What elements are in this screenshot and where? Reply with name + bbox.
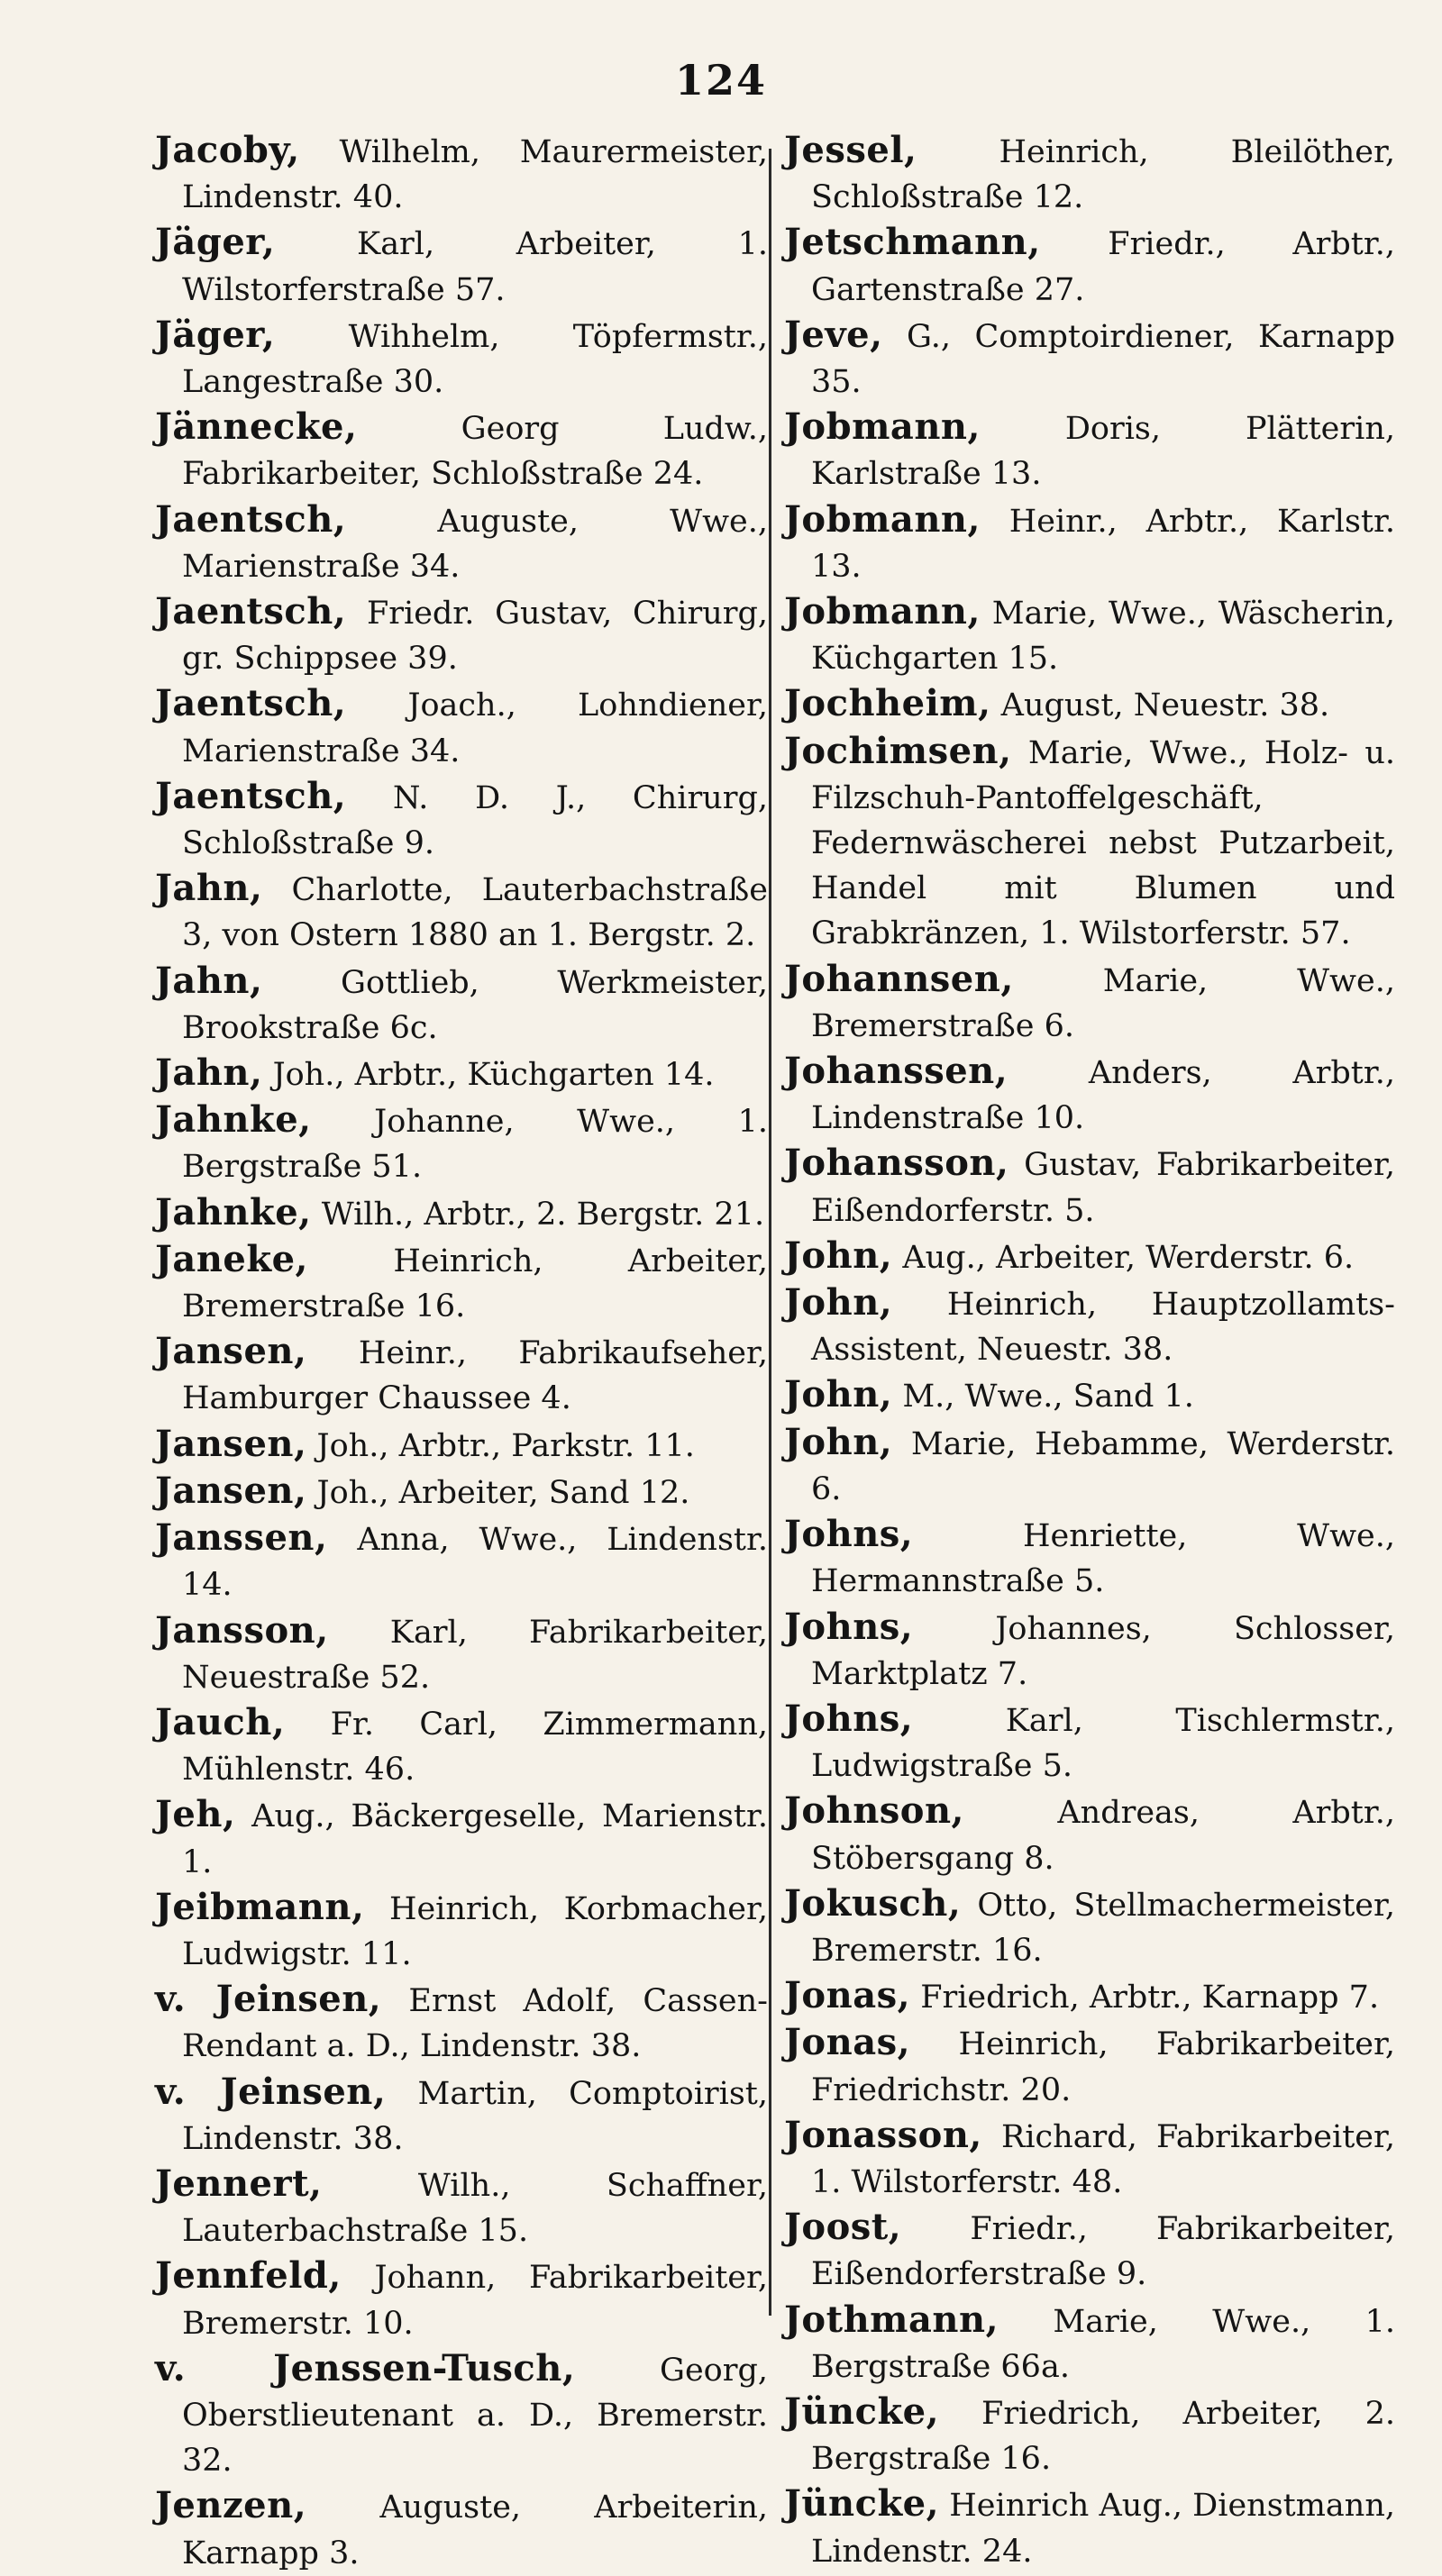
- entry-details: Andreas, Arbtr., Stöbersgang 8.: [811, 1795, 1395, 1877]
- page-number: 124: [674, 56, 768, 105]
- entry-details: Heinrich, Hauptzollamts-Assistent, Neuestr. 38.: [811, 1287, 1395, 1369]
- entry-surname: Johannsen,: [784, 957, 1014, 1000]
- entry-details: Friedr., Fabrikarbeiter, Eißendorferstraße 9.: [811, 2211, 1395, 2293]
- entry-details: Heinrich, Korbmacher, Ludwigstr. 11.: [182, 1890, 768, 1972]
- entry-surname: Johanssen,: [784, 1050, 1008, 1093]
- entry-details: Marie, Wwe., Wäscherin, Küchgarten 15.: [811, 596, 1395, 678]
- directory-entry: [155, 774, 768, 866]
- entry-surname: v. Jeinsen,: [155, 1978, 382, 2021]
- entry-details: Friedr. Gustav, Chirurg, gr. Schippsee 39.: [182, 596, 768, 678]
- entry-surname: Johns,: [784, 1697, 914, 1740]
- entry-details: Marie, Wwe., Holz- u. Filzschuh-Pantoffelgeschäft, Federnwäscherei nebst Putzarbeit, Handel mit Blumen und Grabkränzen, 1. Wilstorferstr. 57.: [811, 734, 1395, 952]
- directory-entry: [784, 681, 1395, 728]
- entry-surname: Jokusch,: [784, 1881, 962, 1925]
- entry-details: Aug., Arbeiter, Werderstr. 6.: [902, 1239, 1355, 1276]
- directory-entry: [784, 313, 1395, 405]
- entry-surname: Jobmann,: [784, 405, 981, 449]
- entry-details: Henriette, Wwe., Hermannstraße 5.: [811, 1518, 1395, 1600]
- directory-entry: [155, 866, 768, 958]
- directory-entry: [155, 1792, 768, 1884]
- directory-entry: [784, 1141, 1395, 1233]
- entry-details: Joh., Arbeiter, Sand 12.: [316, 1474, 690, 1511]
- entry-details: Auguste, Wwe., Marienstraße 34.: [182, 503, 768, 585]
- entry-surname: John,: [784, 1373, 893, 1416]
- entry-surname: Johns,: [784, 1513, 914, 1556]
- entry-details: Auguste, Arbeiterin, Karnapp 3.: [182, 2490, 768, 2571]
- entry-surname: Jansen,: [155, 1469, 307, 1512]
- entry-details: Johanne, Wwe., 1. Bergstraße 51.: [182, 1104, 768, 1186]
- entry-surname: Jobmann,: [784, 590, 981, 633]
- entry-details: Heinr., Arbtr., Karlstr. 13.: [811, 503, 1395, 585]
- entry-details: Ernst Adolf, Cassen-Rendant a. D., Lindenstr. 38.: [182, 1983, 768, 2065]
- directory-entry: [155, 1422, 768, 1469]
- entry-details: Heinrich Aug., Dienstmann, Lindenstr. 24.: [811, 2488, 1395, 2570]
- entry-surname: Jeh,: [155, 1793, 236, 1836]
- directory-entry: [155, 2483, 768, 2575]
- entry-details: Gottlieb, Werkmeister, Brookstraße 6c.: [182, 964, 768, 1046]
- directory-entry: [784, 497, 1395, 589]
- directory-entry: [155, 2070, 768, 2162]
- directory-entry: [784, 957, 1395, 1049]
- entry-surname: Jennert,: [155, 2162, 323, 2205]
- directory-entry: [784, 1605, 1395, 1697]
- entry-details: Fr. Carl, Zimmermann, Mühlenstr. 46.: [182, 1706, 768, 1789]
- entry-surname: Jännecke,: [155, 405, 358, 449]
- directory-entry: [155, 1977, 768, 2069]
- entry-surname: Johnson,: [784, 1789, 964, 1833]
- entry-surname: Jonasson,: [784, 2113, 982, 2156]
- entry-surname: Jahnke,: [155, 1190, 312, 1233]
- entry-details: Joh., Arbtr., Küchgarten 14.: [272, 1057, 715, 1094]
- directory-entry: [155, 1700, 768, 1792]
- entry-details: Wilh., Schaffner, Lauterbachstraße 15.: [182, 2167, 768, 2250]
- entry-details: Joh., Arbtr., Parkstr. 11.: [316, 1427, 695, 1464]
- directory-entry: [155, 128, 768, 220]
- directory-entry: [155, 313, 768, 405]
- directory-entry: [155, 2346, 768, 2484]
- entry-surname: v. Jenssen-Tusch,: [155, 2346, 576, 2389]
- entry-details: Doris, Plätterin, Karlstraße 13.: [811, 411, 1395, 493]
- entry-surname: Jochimsen,: [784, 729, 1012, 772]
- directory-entry: [155, 1329, 768, 1421]
- entry-surname: Jahn,: [155, 867, 263, 910]
- directory-entry: [155, 497, 768, 589]
- entry-surname: Jäger,: [155, 221, 276, 264]
- entry-surname: Jansen,: [155, 1330, 307, 1373]
- directory-entry: [784, 128, 1395, 220]
- entry-surname: John,: [784, 1281, 893, 1324]
- entry-details: Martin, Comptoirist, Lindenstr. 38.: [182, 2075, 768, 2157]
- directory-entry: [784, 220, 1395, 312]
- directory-entry: [784, 2298, 1395, 2389]
- entry-surname: Jansen,: [155, 1422, 307, 1465]
- directory-entry: [784, 2020, 1395, 2112]
- entry-details: G., Comptoirdiener, Karnapp 35.: [811, 318, 1395, 401]
- entry-surname: Jeibmann,: [155, 1885, 365, 1928]
- directory-entry: [784, 589, 1395, 681]
- directory-entry: [784, 1512, 1395, 1604]
- entry-details: N. D. J., Chirurg, Schloßstraße 9.: [182, 779, 768, 862]
- entry-details: Johannes, Schlosser, Marktplatz 7.: [811, 1610, 1395, 1692]
- entry-details: Wilhelm, Maurermeister, Lindenstr. 40.: [182, 134, 768, 216]
- entry-details: Heinrich, Bleilöther, Schloßstraße 12.: [811, 134, 1395, 216]
- directory-entry: [784, 2205, 1395, 2297]
- directory-entry: [155, 1885, 768, 1977]
- directory-entry: [155, 1237, 768, 1329]
- directory-entry: [155, 2253, 768, 2345]
- entry-surname: Jeve,: [784, 313, 883, 356]
- directory-entry: [784, 2113, 1395, 2205]
- directory-entry: [784, 1280, 1395, 1372]
- entry-surname: Jauch,: [155, 1700, 286, 1743]
- entry-details: Karl, Fabrikarbeiter, Neuestraße 52.: [182, 1614, 768, 1696]
- entry-surname: Jetschmann,: [784, 221, 1041, 264]
- entry-details: Heinr., Fabrikaufseher, Hamburger Chaussee 4.: [182, 1335, 768, 1417]
- directory-entry: [784, 2389, 1395, 2481]
- entry-surname: Jothmann,: [784, 2298, 999, 2341]
- directory-entry: [155, 959, 768, 1051]
- right-column: [784, 128, 1395, 2574]
- directory-entry: [784, 1973, 1395, 2020]
- entry-surname: Jennfeld,: [155, 2254, 342, 2298]
- directory-entry: [784, 405, 1395, 496]
- entry-details: Wilh., Arbtr., 2. Bergstr. 21.: [321, 1196, 765, 1233]
- entry-details: Joach., Lohndiener, Marienstraße 34.: [182, 687, 768, 769]
- entry-details: Friedr., Arbtr., Gartenstraße 27.: [811, 226, 1395, 308]
- entry-surname: Jüncke,: [784, 2389, 940, 2433]
- column-divider: [769, 149, 771, 2316]
- directory-entry: [155, 220, 768, 312]
- directory-entry: [784, 2481, 1395, 2573]
- entry-surname: Jacoby,: [155, 129, 300, 171]
- entry-details: Friedrich, Arbeiter, 2. Bergstraße 16.: [811, 2395, 1395, 2478]
- entry-surname: Jonas,: [784, 2021, 911, 2064]
- entry-details: Wihhelm, Töpfermstr., Langestraße 30.: [182, 318, 768, 401]
- directory-entry: [784, 1372, 1395, 1419]
- entry-details: Anna, Wwe., Lindenstr. 14.: [182, 1522, 768, 1604]
- entry-surname: v. Jeinsen,: [155, 2070, 387, 2113]
- entry-surname: Jahn,: [155, 959, 263, 1002]
- directory-entry: [155, 1051, 768, 1097]
- directory-entry: [784, 1881, 1395, 1973]
- entry-surname: Janeke,: [155, 1237, 308, 1280]
- entry-details: Marie, Hebamme, Werderstr. 6.: [811, 1425, 1395, 1507]
- entry-details: Karl, Arbeiter, 1. Wilstorferstraße 57.: [182, 226, 768, 308]
- directory-entry: [784, 1420, 1395, 1512]
- directory-entry: [155, 405, 768, 496]
- entry-surname: Johns,: [784, 1605, 914, 1648]
- entry-surname: Jaentsch,: [155, 590, 347, 633]
- entry-surname: Jahn,: [155, 1051, 263, 1095]
- entry-details: Otto, Stellmachermeister, Bremerstr. 16.: [811, 1887, 1395, 1969]
- entry-details: Georg Ludw., Fabrikarbeiter, Schloßstraße 24.: [182, 411, 768, 493]
- entry-surname: Jüncke,: [784, 2482, 940, 2526]
- directory-entry: [784, 1697, 1395, 1789]
- left-column: [155, 128, 768, 2576]
- directory-entry: [155, 1608, 768, 1700]
- entry-details: Marie, Wwe., Bremerstraße 6.: [811, 962, 1395, 1044]
- entry-surname: Johansson,: [784, 1142, 1009, 1185]
- entry-surname: Jaentsch,: [155, 682, 347, 725]
- entry-details: Karl, Tischlermstr., Ludwigstraße 5.: [811, 1702, 1395, 1785]
- directory-entry: [784, 1233, 1395, 1280]
- directory-entry: [784, 1049, 1395, 1141]
- entry-surname: Jaentsch,: [155, 774, 347, 817]
- entry-details: Georg, Oberstlieutenant a. D., Bremerstr. 32.: [182, 2352, 768, 2480]
- entry-surname: John,: [784, 1420, 893, 1463]
- entry-surname: Jaentsch,: [155, 497, 347, 541]
- entry-details: Anders, Arbtr., Lindenstraße 10.: [811, 1055, 1395, 1137]
- directory-entry: [784, 1789, 1395, 1880]
- entry-details: Gustav, Fabrikarbeiter, Eißendorferstr. 5.: [811, 1147, 1395, 1229]
- entry-details: Aug., Bäckergeselle, Marienstr. 1.: [182, 1798, 768, 1880]
- directory-entry: [784, 729, 1395, 957]
- entry-details: M., Wwe., Sand 1.: [902, 1379, 1194, 1415]
- entry-surname: Jenzen,: [155, 2484, 307, 2527]
- entry-details: Heinrich, Fabrikarbeiter, Friedrichstr. 20.: [811, 2026, 1395, 2108]
- directory-entry: [155, 1516, 768, 1607]
- entry-surname: Joost,: [784, 2206, 902, 2249]
- entry-surname: Jochheim,: [784, 682, 991, 725]
- entry-details: August, Neuestr. 38.: [1000, 687, 1330, 724]
- entry-details: Friedrich, Arbtr., Karnapp 7.: [920, 1980, 1380, 2016]
- directory-entry: [155, 1097, 768, 1189]
- entry-details: Heinrich, Arbeiter, Bremerstraße 16.: [182, 1242, 768, 1325]
- directory-entry: [155, 2162, 768, 2253]
- entry-surname: Jessel,: [784, 129, 917, 171]
- entry-surname: Jobmann,: [784, 497, 981, 541]
- entry-details: Johann, Fabrikarbeiter, Bremerstr. 10.: [182, 2260, 768, 2342]
- directory-entry: [155, 1469, 768, 1516]
- entry-surname: Jonas,: [784, 1974, 911, 2017]
- directory-entry: [155, 1190, 768, 1237]
- entry-details: Richard, Fabrikarbeiter, 1. Wilstorferstr. 48.: [811, 2118, 1395, 2200]
- entry-surname: Janssen,: [155, 1516, 328, 1560]
- entry-details: Marie, Wwe., 1. Bergstraße 66a.: [811, 2303, 1395, 2385]
- entry-details: Charlotte, Lauterbachstraße 3, von Ostern 1880 an 1. Bergstr. 2.: [182, 872, 768, 954]
- entry-surname: Jäger,: [155, 313, 276, 356]
- entry-surname: John,: [784, 1233, 893, 1277]
- entry-surname: Jansson,: [155, 1608, 329, 1652]
- directory-entry: [155, 681, 768, 773]
- entry-surname: Jahnke,: [155, 1098, 312, 1142]
- directory-entry: [155, 589, 768, 681]
